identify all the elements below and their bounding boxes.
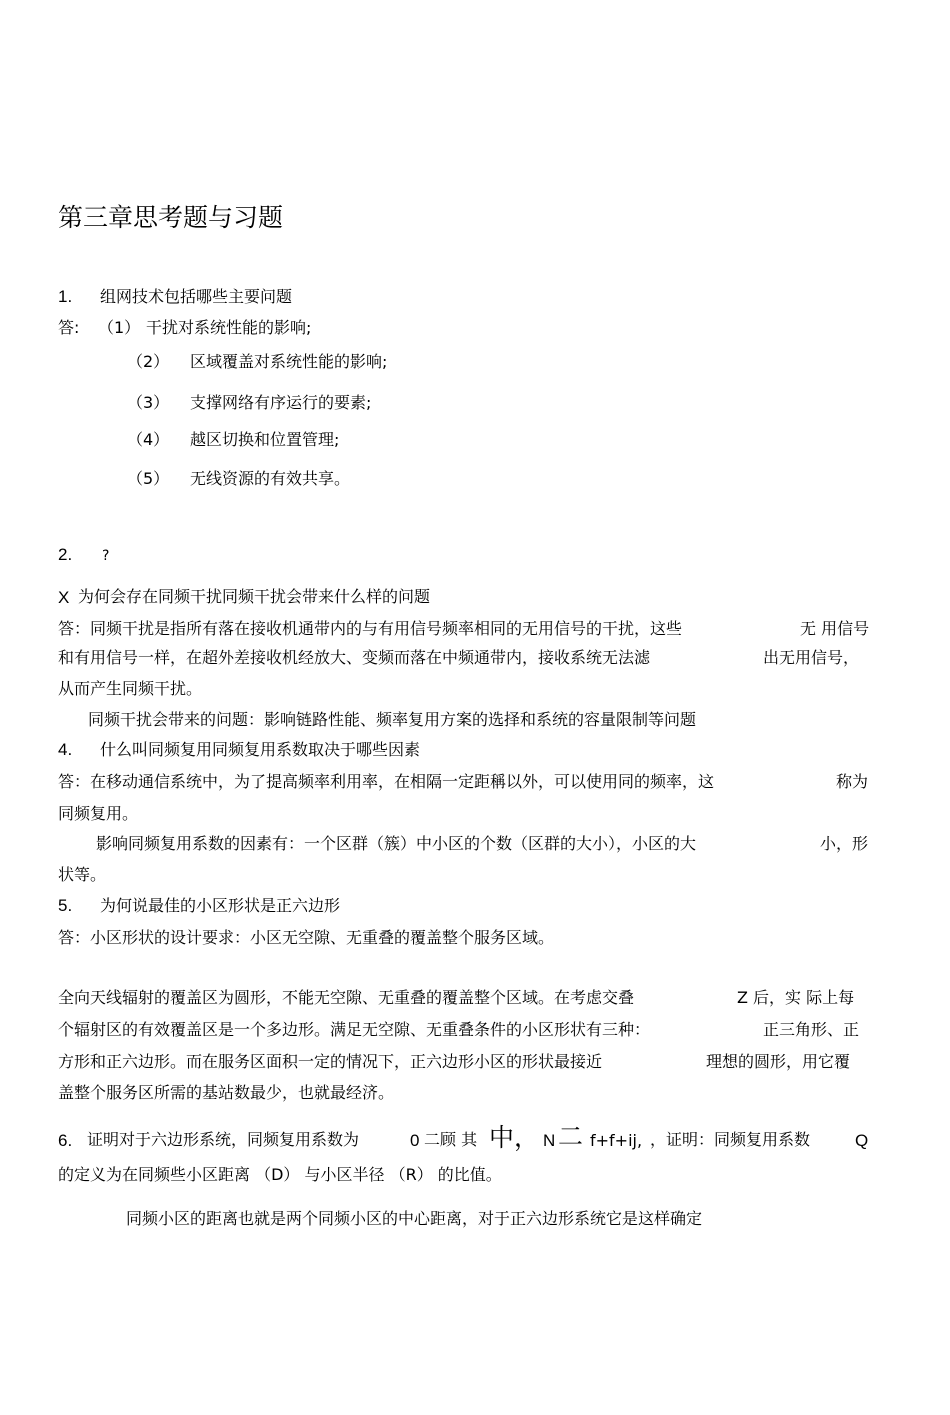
q1-question: 组网技术包括哪些主要问题: [100, 287, 293, 306]
q2-answer-line-3: 从而产生同频干扰。: [58, 679, 203, 698]
q6-formula-n: N: [543, 1131, 556, 1150]
q1-item-1-num: （1）: [98, 318, 141, 337]
q4-answer-paragraph-2: 影响同频复用系数的因素有：一个区群（簇）中小区的个数（区群的大小），小区的大: [96, 834, 697, 853]
q5-answer: 答：小区形状的设计要求：小区无空隙、无重叠的覆盖整个服务区域。: [58, 928, 555, 947]
page-title: 第三章思考题与习题: [58, 203, 284, 232]
q6-number: 6.: [58, 1131, 73, 1150]
q4-question: 什么叫同频复用同频复用系数取决于哪些因素: [100, 740, 421, 759]
q5-paragraph-line-3: 方形和正六边形。而在服务区面积一定的情况下，正六边形小区的形状最接近: [58, 1052, 603, 1071]
q1-item-1-text: 干扰对系统性能的影响;: [146, 318, 312, 337]
q1-item-2-text: 区域覆盖对系统性能的影响;: [190, 352, 388, 371]
q1-answer-prefix: 答:: [58, 318, 80, 337]
q2-question: 为何会存在同频干扰同频干扰会带来什么样的问题: [78, 587, 431, 606]
q1-number: 1.: [58, 287, 73, 306]
q4-answer-line-1: 答：在移动通信系统中，为了提高频率利用率，在相隔一定距稱以外，可以使用同的频率，这: [58, 772, 715, 791]
q6-question: 证明对于六边形系统，同频复用系数为: [87, 1130, 360, 1149]
q5-paragraph-line-1: 全向天线辐射的覆盖区为圆形，不能无空隙、无重叠的覆盖整个区域。在考虑交叠: [58, 988, 635, 1007]
q1-item-5-text: 无线资源的有效共享。: [190, 469, 351, 488]
q5-paragraph-line-1-right: Z 后，实 际上每: [737, 988, 855, 1007]
q2-question-mark: ?: [102, 548, 110, 564]
q6-formula-equals: 二: [558, 1122, 584, 1151]
q4-answer-line-1-right: 称为: [836, 772, 869, 791]
q5-paragraph-line-2-right: 正三角形、正: [763, 1020, 860, 1039]
q1-item-2-num: （2）: [127, 352, 170, 371]
q2-answer-line-2: 和有用信号一样，在超外差接收机经放大、变频而落在中频通带内，接收系统无法滤: [58, 648, 651, 667]
q1-item-4-num: （4）: [127, 430, 170, 449]
q6-formula-zero: 0: [410, 1131, 420, 1150]
q6-line-3: 同频小区的距离也就是两个同频小区的中心距离，对于正六边形系统它是这样确定: [126, 1209, 703, 1228]
q2-answer-line-2-right: 出无用信号，: [763, 648, 860, 667]
q1-item-3-text: 支撑网络有序运行的要素;: [190, 393, 372, 412]
q6-line-2: 的定义为在同频些小区距离 （D） 与小区半径 （R） 的比值。: [58, 1165, 502, 1184]
q1-item-5-num: （5）: [127, 469, 170, 488]
q5-number: 5.: [58, 896, 73, 915]
q2-answer-line-1-right: 无 用信号: [800, 619, 870, 638]
q2-number: 2.: [58, 545, 73, 564]
q4-answer-paragraph-2-right: 小，形: [820, 834, 869, 853]
q4-answer-paragraph-2-end: 状等。: [58, 865, 107, 884]
q2-answer-paragraph-2: 同频干扰会带来的问题：影响链路性能、频率复用方案的选择和系统的容量限制等问题: [88, 710, 697, 729]
q1-item-4-text: 越区切换和位置管理;: [190, 430, 340, 449]
q1-item-3-num: （3）: [127, 393, 170, 412]
q2-x-mark: X: [58, 588, 70, 607]
q6-formula-part-2: 中，: [489, 1123, 540, 1152]
q5-paragraph-line-3-right: 理想的圆形，用它覆: [706, 1052, 851, 1071]
q5-paragraph-line-2: 个辐射区的有效覆盖区是一个多边形。满足无空隙、无重叠条件的小区形状有三种：: [58, 1020, 651, 1039]
q6-q-symbol: Q: [855, 1131, 869, 1150]
q5-paragraph-line-4: 盖整个服务区所需的基站数最少，也就最经济。: [58, 1083, 395, 1102]
q4-answer-line-2: 同频复用。: [58, 804, 139, 823]
q6-proof-intro: ，证明：同频复用系数: [650, 1130, 811, 1149]
q5-question: 为何说最佳的小区形状是正六边形: [100, 896, 341, 915]
q4-number: 4.: [58, 740, 73, 759]
q6-formula-part-1: 二顾 其: [424, 1130, 478, 1149]
q6-formula-expression: f+f+ij,: [590, 1131, 643, 1150]
q2-answer-line-1: 答：同频干扰是指所有落在接收机通带内的与有用信号频率相同的无用信号的干扰，这些: [58, 619, 683, 638]
